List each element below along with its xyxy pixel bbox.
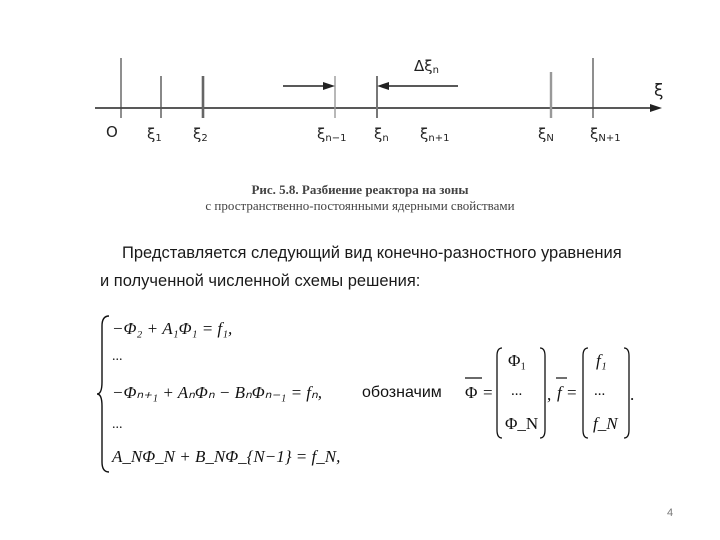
f-vector-symbol: f xyxy=(557,383,562,402)
phi-vector-entry-dots: ... xyxy=(511,383,523,399)
phi-vector-symbol: Φ xyxy=(465,383,478,402)
vector-separator-comma: , xyxy=(547,385,552,404)
origin-label-text: O xyxy=(106,123,118,141)
tick-base: ξ xyxy=(538,125,547,143)
tick-base: ξ xyxy=(420,125,429,143)
delta-arrow-right-head xyxy=(377,82,389,90)
equation-dots-1: ... xyxy=(112,349,123,364)
body-text-line1: Представляется следующий вид конечно-разностного уравнения xyxy=(122,244,622,262)
phi-vector-overbar xyxy=(464,376,484,380)
equation-general: −Φₙ₊₁ + AₙΦₙ − BₙΦₙ₋₁ = fₙ, xyxy=(112,383,323,402)
tick-sub: 1 xyxy=(155,133,162,144)
delta-xi-sub: n xyxy=(432,65,439,76)
equation-dots-2: ... xyxy=(112,417,123,432)
phi-vector-equals: = xyxy=(483,383,493,402)
sentence-period: . xyxy=(630,385,635,404)
tick-sub: N xyxy=(546,133,554,144)
body-text-line2: и полученной численной схемы решения: xyxy=(100,272,421,290)
tick-base: ξ xyxy=(317,125,326,143)
f-vector-equals: = xyxy=(567,383,577,402)
delta-arrow-left-head xyxy=(323,82,335,90)
delta-xi-label xyxy=(414,57,439,76)
tick-label-xiN+1 xyxy=(590,125,621,144)
figure-caption-line1: Рис. 5.8. Разбиение реактора на зоны xyxy=(251,182,469,197)
tick-label-xin+1 xyxy=(420,125,449,144)
delta-xi-base: Δξ xyxy=(414,57,433,75)
tick-label-xiN xyxy=(538,125,554,144)
tick-sub: n+1 xyxy=(428,133,450,144)
tick-sub: n−1 xyxy=(325,133,347,144)
figure-caption-line2: с пространственно-постоянными ядерными свойствами xyxy=(205,198,515,213)
f-vector-overbar xyxy=(555,376,569,380)
f-vector-entry-n: f_N xyxy=(593,414,618,433)
tick-label-xin xyxy=(374,125,389,144)
notation-word: обозначим xyxy=(362,384,442,401)
axis-arrowhead xyxy=(650,104,662,112)
tick-sub: n xyxy=(382,133,389,144)
tick-base: ξ xyxy=(193,125,202,143)
origin-label xyxy=(106,123,118,141)
axis-symbol: ξ xyxy=(654,81,664,101)
page-number: 4 xyxy=(667,507,674,519)
tick-label-xi1 xyxy=(147,125,162,144)
f-vector-entry-dots: ... xyxy=(594,383,606,399)
axis-symbol-label xyxy=(654,81,663,101)
tick-base: ξ xyxy=(374,125,383,143)
tick-sub: 2 xyxy=(201,133,208,144)
tick-sub: N+1 xyxy=(598,133,621,144)
equation-last: A_NΦ_N + B_NΦ_{N−1} = f_N, xyxy=(112,447,341,466)
system-brace xyxy=(96,314,112,474)
tick-label-xi2 xyxy=(193,125,208,144)
phi-vector-entry-n: Φ_N xyxy=(505,414,539,433)
tick-base: ξ xyxy=(590,125,599,143)
tick-base: ξ xyxy=(147,125,156,143)
equation-first: −Φ₂ + A₁Φ₁ = f₁, xyxy=(112,319,233,338)
tick-label-xin-1 xyxy=(317,125,346,144)
f-vector-entry-1: f₁ xyxy=(596,351,607,370)
phi-vector-entry-1: Φ₁ xyxy=(508,351,527,370)
